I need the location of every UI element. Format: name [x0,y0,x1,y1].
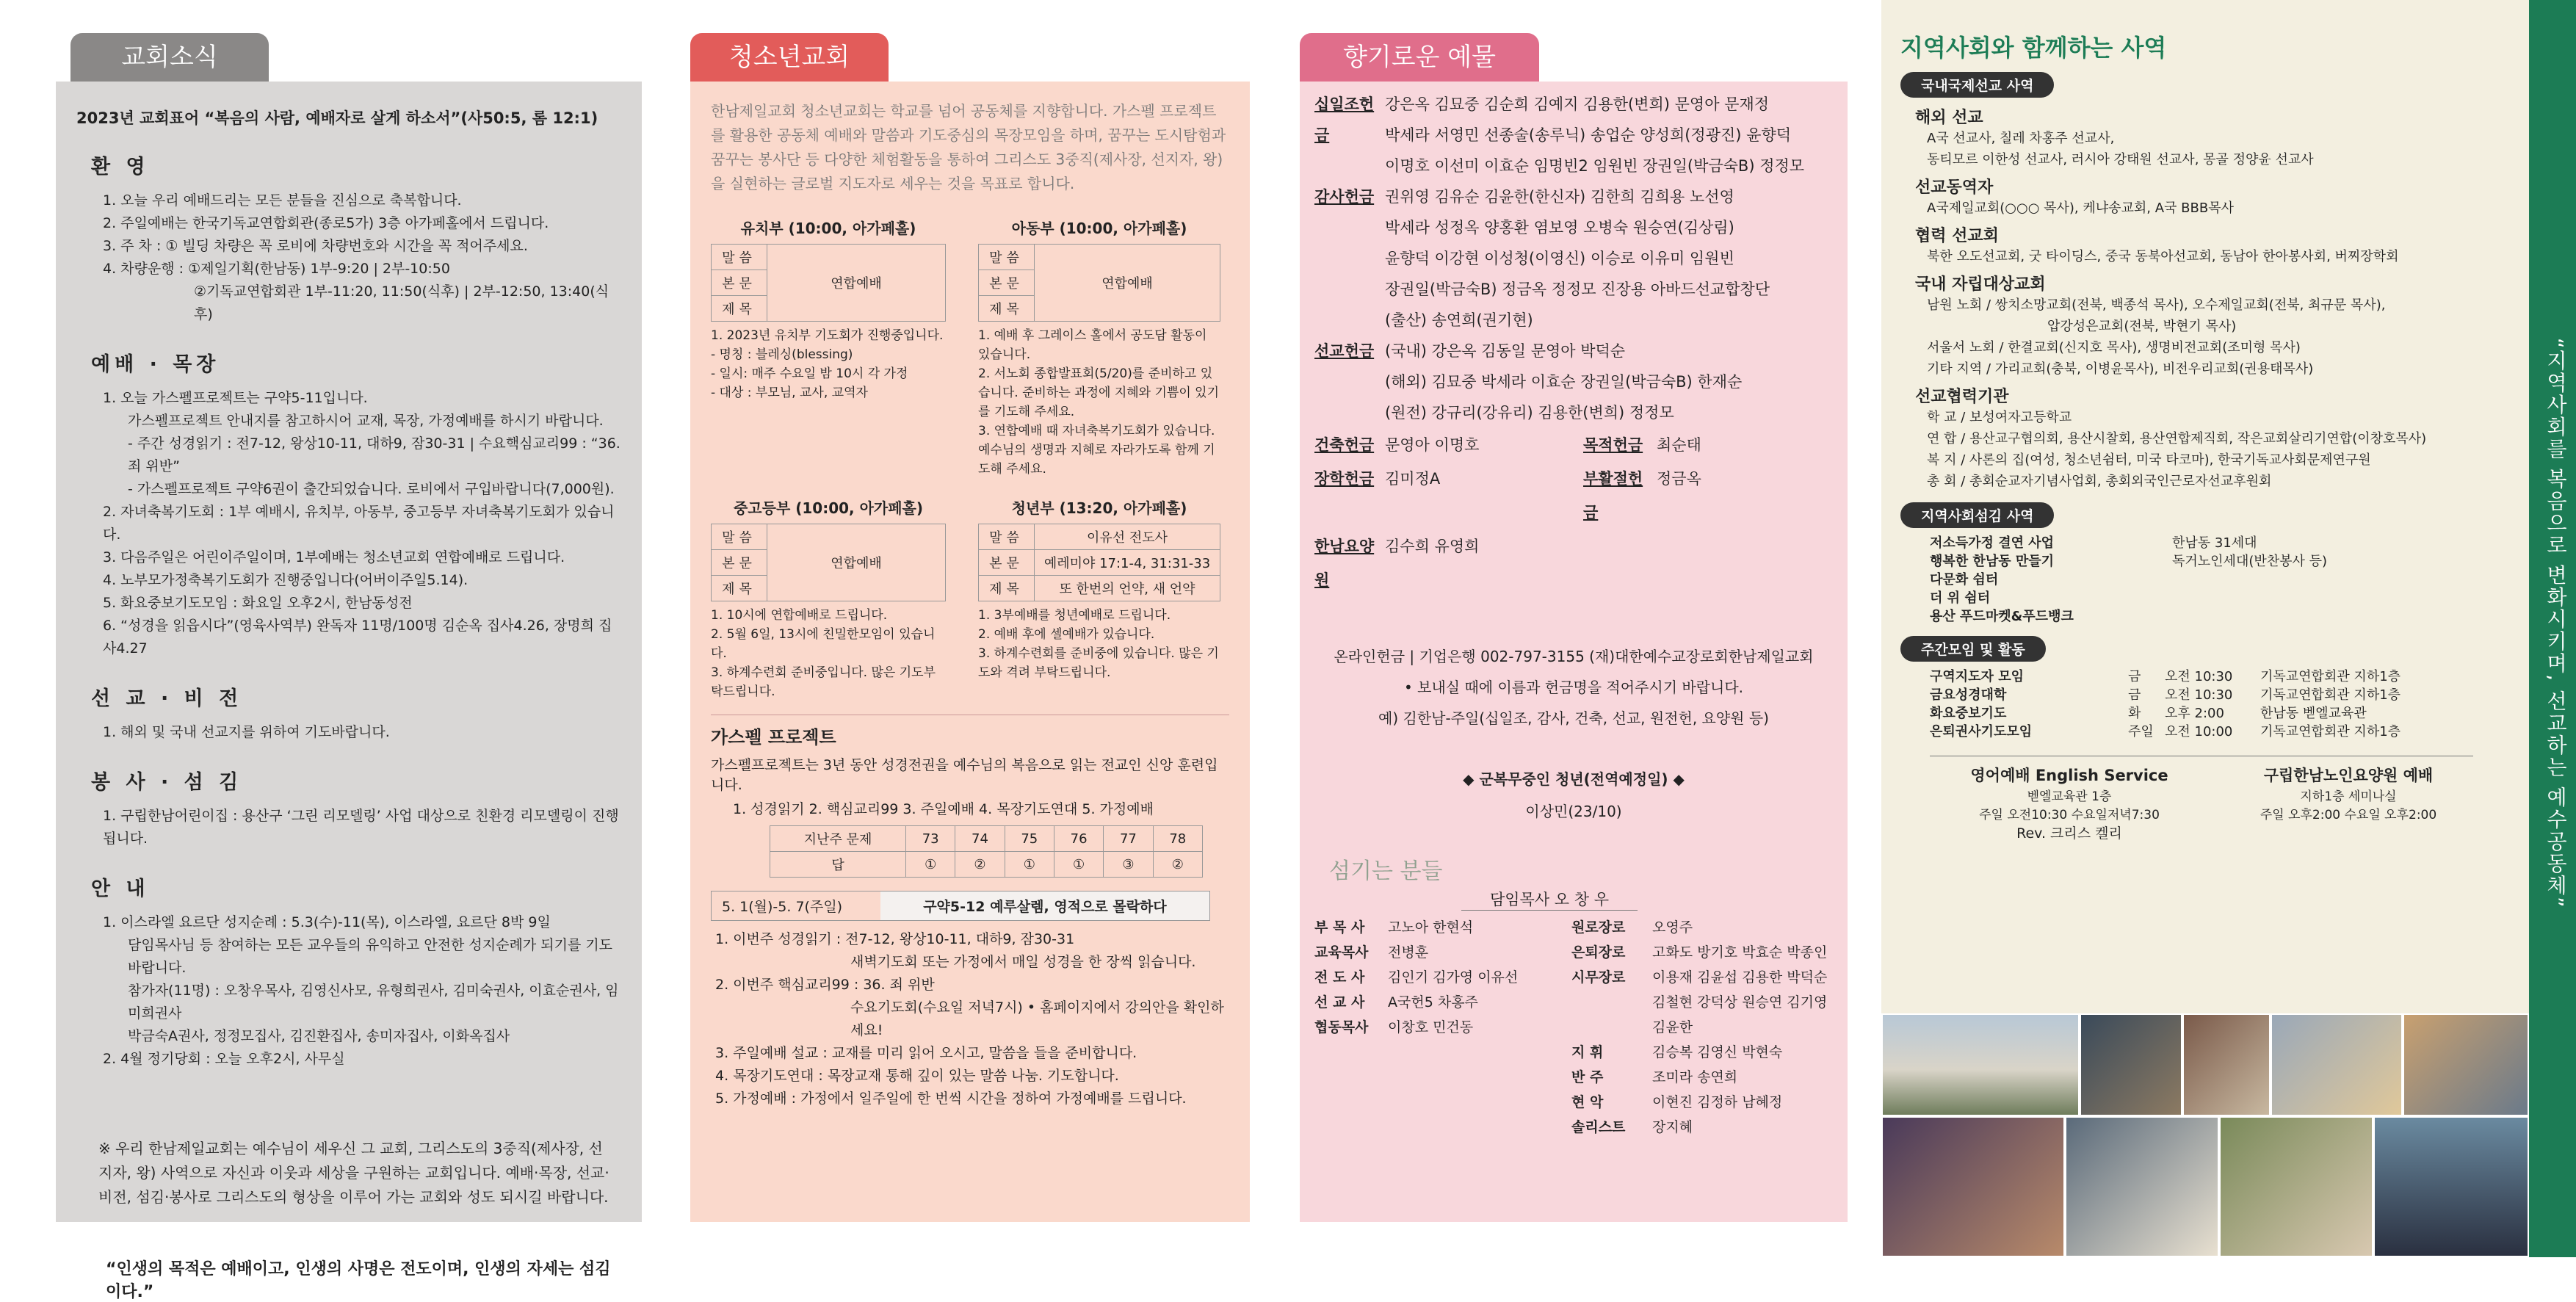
staff-names: 조미라 송연희 [1652,1069,1738,1085]
table-row [1930,686,2503,704]
list-item: 행복한 한남동 만들기 [1930,554,2055,569]
list-item: 한남동 31세대 [2172,535,2257,551]
senior-pastor: 담임목사 오 창 우 [1461,888,1638,911]
table-row [770,826,1203,852]
list-item: - 명칭 : 블레싱(blessing) [711,347,853,362]
offering-label: 건축헌금 [1314,436,1375,454]
table-cell: 금 [2128,687,2141,703]
offering-label: 한남요양원 [1314,538,1375,589]
table-cell: ① [1054,852,1103,878]
staff-names: 전병훈 [1388,944,1429,961]
offering-label: 십일조헌금 [1314,95,1375,144]
dept-children [978,211,1220,479]
table-row [1314,428,1833,462]
section-pill: 주간모임 및 활동 [1900,636,2046,662]
list-item: 3. 하계수련회를 준비중에 있습니다. 많은 기도와 격려 부탁드립니다. [978,646,1219,680]
staff-list [1314,915,1571,1140]
staff-names: 장지혜 [1652,1119,1693,1135]
table-cell: 오전 10:00 [2165,724,2233,739]
list-item: 1. 2023년 유치부 기도회가 진행중입니다. [711,328,944,343]
table-cell: 78 [1153,826,1202,852]
service-pastor: Rev. 크리스 켈리 [2016,825,2122,842]
dept-table [978,524,1220,601]
table-cell: 이유선 전도사 [1035,524,1220,550]
table-cell: 화 [2128,706,2141,721]
week-bar [711,891,1210,921]
block-heading: 협력 선교회 [1915,227,1999,245]
offering-label: 장학헌금 [1314,470,1375,488]
list-item: 2. 5월 6일, 13시에 친밀한모임이 있습니다. [711,627,936,661]
staff-role [1571,1015,1652,1040]
list-item: - 가스펠프로젝트 구약6권이 출간되었습니다. 로비에서 구입바랍니다(7,000원). [128,481,615,497]
dept-youth [711,491,946,701]
block-heading: 국내 자립대상교회 [1915,275,2046,294]
online-note: • 보내실 때에 이름과 헌금명을 적어주시기 바랍니다. [1403,679,1744,696]
congregation-photo [1881,1116,2065,1257]
list-item: 1. 이스라엘 요르단 성지순례 : 5.3(수)-11(목), 이스라엘, 요르단 8박 9일 [103,914,551,930]
staff-role [1571,990,1652,1015]
table-cell: 76 [1054,826,1103,852]
list-item: 새벽기도회 또는 가정에서 매일 성경을 한 장씩 읽습니다. [850,954,1196,970]
list-item: 윤향덕 이강현 이성청(이영신) 이승로 이유미 임원빈 [1385,250,1734,267]
staff-role: 교육목사 [1314,944,1369,961]
list-item: (해외) 김묘중 박세라 이효순 장권일(박금숙B) 한재순 [1385,373,1743,391]
table-cell: 연합예배 [1035,245,1220,322]
servants-table [1314,915,1833,1140]
block-heading: 해외 선교 [1915,109,1983,127]
church-building-photo [1881,1013,2080,1116]
staff-names: 고화도 방기호 박효순 박종인 [1652,944,1828,961]
staff-names: 이용재 김윤섭 김용한 박덕순 [1652,969,1828,985]
table-cell: 지난주 문제 [770,826,906,852]
service-title: 영어예배 English Service [1970,767,2168,784]
table-cell: 오전 10:30 [2165,669,2233,684]
pill-community [1900,502,2503,528]
staff-names: 김승복 김영신 박현숙 [1652,1044,1783,1060]
list-item: - 주간 성경읽기 : 전7-12, 왕상10-11, 대하9, 잠30-31 | 수요핵심교리99 : “36. 죄 위반” [128,435,621,474]
staff-role: 선 교 사 [1314,994,1365,1010]
offering-names: 김미정A [1385,470,1441,488]
elder-list [1571,915,1827,1140]
list-item: 1. 오늘 가스펠프로젝트는 구약5-11입니다. [103,390,368,406]
dept-grid-bottom [711,491,1229,701]
table-cell: ① [1005,852,1054,878]
kids-photo [2403,1013,2529,1116]
worship-list [76,387,621,660]
table-cell: ③ [1104,852,1153,878]
table-cell: 75 [1005,826,1054,852]
list-item: 동티모르 이한성 선교사, 러시아 강태원 선교사, 몽골 정양윤 선교사 [1927,152,2314,167]
staff-names: 오영주 [1652,919,1693,936]
table-cell: 본문 [979,550,1035,576]
ceremony-photo [2065,1116,2219,1257]
list-item: 1. 구립한남어린이집 : 용산구 ‘그린 리모델링’ 사업 대상으로 친환경 리모델링이 진행됩니다. [103,808,619,847]
list-item: 다문화 쉼터 [1930,572,1999,587]
photo-collage [1881,1013,2529,1257]
table-cell: 기독교연합회관 지하1층 [2260,687,2401,703]
list-item: 1. 3부예배를 청년예배로 드립니다. [978,608,1171,623]
welcome-heading: 환 영 [91,156,150,178]
staff-names: 이현진 김정하 남혜정 [1652,1094,1783,1110]
staff-role: 지 휘 [1571,1044,1604,1060]
group-photo [2219,1116,2373,1257]
offering-pairs [1314,428,1833,597]
staff-role: 반 주 [1571,1069,1604,1085]
staff-role: 협동목사 [1314,1019,1369,1035]
vision-statement: “지역사회를 복음으로 변화시키며, 선교하는 예수공동체” [2544,338,2568,909]
offering-group-tithe [1314,89,1833,181]
gospel-intro: 가스펠프로젝트는 3년 동안 성경전권을 예수님의 복음으로 읽는 전교인 신앙 훈련입니다. [711,757,1218,793]
list-item: 5. 화요중보기도모임 : 화요일 오후2시, 한남동성전 [103,595,413,611]
staff-names: 김인기 김가영 이유선 [1388,969,1519,985]
list-item: 수요기도회(수요일 저녁7시) • 홈페이지에서 강의안을 확인하세요! [850,999,1224,1038]
gospel-project-title: 가스펠 프로젝트 [711,727,836,748]
list-item: 연 합 / 용산교구협의회, 용산시찰회, 용산연합제직회, 작은교회살리기연합(이창호목사) [1927,431,2427,446]
dept-title: 청년부 (13:20, 아가페홀) [1011,499,1187,517]
list-item: 3. 연합예배 때 자녀축복기도회가 있습니다. 예수님의 생명과 지혜로 자라가도록 함께 기도해 주세요. [978,424,1215,477]
table-cell: 한남동 벧엘교육관 [2260,706,2367,721]
dept-table [711,244,946,322]
table-cell: 말씀 [712,245,767,270]
worship-heading: 예배 · 목장 [91,353,220,376]
dept-table [978,244,1220,322]
table-cell: 오전 10:30 [2165,687,2233,703]
list-item: 더 위 쉼터 [1930,590,1991,606]
list-item: 2. 4월 정기당회 : 오늘 오후2시, 사무실 [103,1051,345,1067]
list-item: 참가자(11명) : 오창우목사, 김영신사모, 유형희권사, 김미숙권사, 이효순권사, 임미희권사 [128,983,619,1021]
list-item: 1. 10시에 연합예배로 드립니다. [711,608,888,623]
online-offering [1314,641,1833,734]
table-cell: 금 [2128,669,2141,684]
list-item: 박금숙A권사, 정정모집사, 김진환집사, 송미자집사, 이화옥집사 [128,1028,510,1044]
table-cell: 말씀 [979,524,1035,550]
offering-group-mission [1314,336,1833,428]
list-item: 남원 노회 / 쌍치소망교회(전북, 백종석 목사), 오수제일교회(전북, 최규문 목사), [1927,297,2386,313]
list-item: 4. 차량운행 : ①제일기획(한남동) 1부-9:20 | 2부-10:50 [103,261,450,277]
dept-title: 중고등부 (10:00, 아가페홀) [733,499,924,517]
table-row [1930,723,2503,741]
table-cell: 금요성경대학 [1930,687,2007,703]
table-row [770,852,1203,878]
offering-label: 감사헌금 [1314,188,1375,206]
list-item: 박세라 성정옥 양홍환 염보영 오병숙 원승연(김상림) [1385,219,1734,236]
block-heading: 선교동역자 [1915,178,1994,197]
army-title: ◆ 군복무중인 청년(전역예정일) ◆ [1463,770,1685,788]
welcome-list [76,189,621,326]
table-cell: 기독교연합회관 지하1층 [2260,724,2401,739]
week-plan [711,928,1229,1110]
staff-role: 현 악 [1571,1094,1604,1110]
offering-names: 최순태 [1657,436,1701,454]
list-item: 2. 주일예배는 한국기독교연합회관(종로5가) 3층 아가페홀에서 드립니다. [103,215,549,231]
gospel-project-section [711,715,1229,1110]
table-cell: 말씀 [979,245,1035,270]
list-item: 5. 가정예배 : 가정에서 일주일에 한 번씩 시간을 정하여 가정예배를 드립니다. [715,1091,1187,1107]
list-item: 1. 예배 후 그레이스 홀에서 공도담 활동이 있습니다. [978,328,1207,362]
list-item: A국제일교회(○○○ 목사), 케냐송교회, A국 BBB목사 [1927,200,2234,216]
community-panel [1881,0,2576,1257]
list-item: 압강성은교회(전북, 박현기 목사) [2047,319,2237,334]
table-cell: 연합예배 [767,245,946,322]
table-cell: 화요중보기도 [1930,706,2007,721]
staff-names: 김철현 강덕상 원승연 김기영 [1652,994,1828,1010]
list-item: 독거노인세대(반찬봉사 등) [2172,554,2328,569]
church-news-panel [56,0,642,1301]
list-item: 박세라 서영민 선종술(송루닉) 송업순 양성희(정광진) 윤향덕 [1385,126,1792,144]
list-item: A국 선교사, 칠레 차홍주 선교사, [1927,131,2115,146]
table-cell: 제목 [979,296,1035,322]
servants-heading: 섬기는 분들 [1329,858,1443,884]
staff-names: A국헌5 차홍주 [1388,994,1478,1010]
section-pill: 지역사회섬김 사역 [1900,502,2054,528]
community-content [1900,29,2503,842]
side-band [2529,0,2576,1257]
table-cell: 구역지도자 모임 [1930,669,2024,684]
mission-heading: 선 교 · 비 전 [91,687,243,710]
offerings-tab: 향기로운 예물 [1300,33,1539,82]
notice-list [76,911,621,1071]
list-item: 총 회 / 총회순교자기념사업회, 총회외국인근로자선교후원회 [1927,474,2272,489]
kids-photo [2271,1013,2403,1116]
table-row [1314,462,1833,529]
week-title: 구약5-12 예루살렘, 영적으로 몰락하다 [880,891,1209,920]
list-item: 용산 푸드마켓&푸드뱅크 [1930,609,2074,624]
table-cell: 기독교연합회관 지하1층 [2260,669,2401,684]
dept-kindergarten [711,211,946,479]
list-item: 담임목사님 등 참여하는 모든 교우들의 유익하고 안전한 성지순례가 되기를 기도바랍니다. [128,937,613,976]
staff-role: 시무장로 [1571,969,1626,985]
group-photo [2182,1013,2271,1116]
list-item: 3. 하계수련회 준비중입니다. 많은 기도부탁드립니다. [711,665,936,699]
community-serve [1930,534,2503,626]
english-service [1930,764,2209,842]
week-range: 5. 1(월)-5. 7(주일) [722,899,843,915]
list-item: 1. 해외 및 국내 선교지를 위하여 기도바랍니다. [103,724,390,740]
list-item: 권위영 김유순 김윤한(한신자) 김한희 김희용 노선영 [1385,188,1734,206]
nursing-home-service [2209,764,2488,842]
list-item: 2. 이번주 핵심교리99 : 36. 죄 위반 [715,977,935,993]
notice-heading: 안 내 [91,878,150,900]
staff-role: 은퇴장로 [1571,944,1626,961]
youth-church-tab: 청소년교회 [690,33,889,82]
table-cell: ② [1153,852,1202,878]
list-item: 이명호 이선미 이효순 임명빈2 임원빈 장권일(박금숙B) 정정모 [1385,157,1805,175]
online-example: 예) 김한남-주일(십일조, 감사, 건축, 선교, 원전헌, 요양원 등) [1378,709,1769,727]
list-item: 복 지 / 사론의 집(여성, 청소년쉼터, 미국 타코마), 한국기독교사회문제연구원 [1927,452,2371,468]
staff-role: 부 목 사 [1314,919,1365,936]
dept-notes [978,326,1220,479]
block-heading: 선교협력기관 [1915,388,2009,406]
list-item: (출산) 송연희(권기현) [1385,311,1533,329]
dept-notes [978,606,1220,682]
offerings-panel [1300,0,1848,1257]
pill-missions [1900,72,2503,98]
army-section [1314,763,1833,828]
list-item: 강은옥 김묘중 김순희 김예지 김용한(변희) 문영아 문재정 [1385,95,1770,113]
table-cell: 답 [770,852,906,878]
list-item: 북한 오도선교회, 굿 타이딩스, 중국 동북아선교회, 동남아 한아봉사회, 버찌장학회 [1927,249,2399,264]
youth-church-panel [690,0,1250,1257]
list-item: 3. 다음주일은 어린이주일이며, 1부예배는 청소년교회 연합예배로 드립니다. [103,549,565,565]
list-item: 1. 오늘 우리 예배드리는 모든 분들을 진심으로 축복합니다. [103,192,462,209]
service-time: 주일 오후2:00 수요일 오후2:00 [2260,808,2437,822]
staff-names: 이창호 민건동 [1388,1019,1474,1035]
list-item: 4. 목장기도연대 : 목장교재 통해 깊이 있는 말씀 나눔. 기도합니다. [715,1068,1119,1084]
table-cell: 77 [1104,826,1153,852]
dept-notes [711,606,946,701]
table-row [1314,529,1833,597]
staff-role: 전 도 사 [1314,969,1365,985]
church-motto: 2023년 교회표어 “복음의 사람, 예배자로 살게 하소서”(사50:5, 롬 12:1) [76,109,598,127]
table-cell: 제목 [712,296,767,322]
table-row [1930,704,2503,723]
service-title: 구립한남노인요양원 예배 [2263,767,2434,784]
table-cell: 또 한번의 언약, 새 언약 [1035,576,1220,601]
meetings-table [1930,668,2503,741]
list-item: 3. 주일예배 설교 : 교재를 미리 읽어 오시고, 말씀을 들을 준비합니다. [715,1045,1137,1061]
table-cell: ① [906,852,955,878]
serve-heading: 봉 사 · 섬 김 [91,771,243,794]
staff-names: 김윤한 [1652,1019,1693,1035]
offering-names: 정금옥 [1657,470,1701,488]
list-item: 4. 노부모가정축복기도회가 진행중입니다(어버이주일5.14). [103,572,468,588]
list-item: 1. 이번주 성경읽기 : 전7-12, 왕상10-11, 대하9, 잠30-31 [715,931,1075,947]
services-row [1930,764,2503,842]
offering-names: 김수희 유영희 [1385,538,1480,555]
mission-blocks [1915,105,2503,492]
service-place: 벧엘교육관 1층 [2027,789,2112,804]
staff-role: 원로장로 [1571,919,1626,936]
dept-table [711,524,946,601]
community-title: 지역사회와 함께하는 사역 [1900,34,2167,62]
list-item: 가스펠프로젝트 안내지를 참고하시어 교재, 목장, 가정예배를 하시기 바랍니다. [128,413,604,429]
table-cell: 주일 [2128,724,2154,739]
list-item: 3. 주 차 : ① 빌딩 차량은 꼭 로비에 차량번호와 시간을 꼭 적어주세요. [103,238,528,254]
offering-group-thanks [1314,181,1833,336]
table-cell: ② [955,852,1005,878]
service-place: 지하1층 세미나실 [2300,789,2397,804]
table-cell: 제목 [979,576,1035,601]
closing-note: ※ 우리 한남제일교회는 예수님이 세우신 그 교회, 그리스도의 3중직(제사장, 선지자, 왕) 사역으로 자신과 이웃과 세상을 구원하는 교회입니다. 예배·목장, 선교·비전, 섬김·봉사로 그리스도의 형상을 이루어 가는 교회와 성도 되시길 바랍니다. [98,1140,609,1206]
table-cell: 오후 2:00 [2165,706,2224,721]
offering-label: 목적헌금 [1583,436,1643,454]
table-cell: 73 [906,826,955,852]
dept-title: 유치부 (10:00, 아가페홀) [740,220,916,237]
list-item: 기타 지역 / 가리교회(충북, 이병윤목사), 비전우리교회(권용태목사) [1927,361,2314,377]
table-cell: 예레미야 17:1-4, 31:31-33 [1035,550,1220,576]
list-item: 2. 예배 후에 셀예배가 있습니다. [978,627,1155,642]
dept-young-adults [978,491,1220,701]
list-item: ②기독교연합회관 1부-11:20, 11:50(식후) | 2부-12:50, 13:40(식후) [194,283,609,322]
gospel-steps: 1. 성경읽기 2. 핵심교리99 3. 주일예배 4. 목장기도연대 5. 가정예배 [733,801,1154,817]
list-item: (원전) 강규리(강유리) 김용한(변희) 정정모 [1385,404,1674,422]
offering-label: 부활절헌금 [1583,470,1643,521]
list-item: 장권일(박금숙B) 정금옥 정정모 진장용 아바드선교합창단 [1385,281,1770,298]
service-time: 주일 오전10:30 수요일저녁7:30 [1979,808,2160,822]
list-item: 저소득가정 결연 사업 [1930,535,2055,551]
table-cell: 본문 [979,270,1035,296]
staff-role: 솔리스트 [1571,1119,1626,1135]
worship-hall-photo [2373,1116,2529,1257]
pill-meetings [1900,636,2503,662]
online-account: 온라인헌금 | 기업은행 002-797-3155 (재)대한예수교장로회한남제일교회 [1334,648,1814,665]
table-cell: 본문 [712,270,767,296]
church-news-tab: 교회소식 [70,33,269,82]
staff-names: 고노아 한현석 [1388,919,1474,936]
table-cell: 74 [955,826,1005,852]
table-row [1930,668,2503,686]
list-item: (국내) 강은옥 김동일 문영아 박덕순 [1385,342,1626,360]
table-cell: 제목 [712,576,767,601]
section-pill: 국내국제선교 사역 [1900,72,2054,98]
table-cell: 연합예배 [767,524,946,601]
dept-title: 아동부 (10:00, 아가페홀) [1011,220,1187,237]
quiz-table [770,825,1203,878]
dept-grid-top [711,211,1229,479]
list-item: 2. 자녀축복기도회 : 1부 예배시, 유치부, 아동부, 중고등부 자녀축복기도회가 있습니다. [103,504,615,543]
army-name: 이상민(23/10) [1525,803,1622,820]
list-item: - 일시: 매주 수요일 밤 10시 각 가정 [711,366,908,381]
table-cell: 본문 [712,550,767,576]
youth-intro: 한남제일교회 청소년교회는 학교를 넘어 공동체를 지향합니다. 가스펠 프로젝트를 활용한 공동체 예배와 말씀과 기도중심의 목장모임을 하며, 꿈꾸는 도시탐험과 꿈꾸는 봉사단 등 다양한 체험활동을 통하여 그리스도 3중직(제사장, 선지자, 왕)을 실현하는 글로벌 지도자로 세우는 것을 목표로 합니다. [711,102,1226,192]
table-cell: 은퇴권사기도모임 [1930,724,2033,739]
group-photo [2080,1013,2182,1116]
offering-label: 선교헌금 [1314,342,1375,360]
list-item: 6. “성경을 읽읍시다”(영육사역부) 완독자 11명/100명 김순옥 집사4.26, 장명희 집사4.27 [103,618,612,657]
list-item: 서울서 노회 / 한결교회(신지호 목사), 생명비전교회(조미형 목사) [1927,340,2301,355]
offering-names: 문영아 이명호 [1385,436,1480,454]
table-cell: 말씀 [712,524,767,550]
list-item: 2. 서노회 종합발표회(5/20)를 준비하고 있습니다. 준비하는 과정에 지혜와 기쁨이 있기를 기도해 주세요. [978,366,1220,419]
list-item: - 대상 : 부모님, 교사, 교역자 [711,386,868,400]
dept-notes [711,326,946,402]
list-item: 학 교 / 보성여자고등학교 [1927,410,2072,425]
church-quote: “인생의 목적은 예배이고, 인생의 사명은 전도이며, 인생의 자세는 섬김이다.” [106,1260,611,1301]
